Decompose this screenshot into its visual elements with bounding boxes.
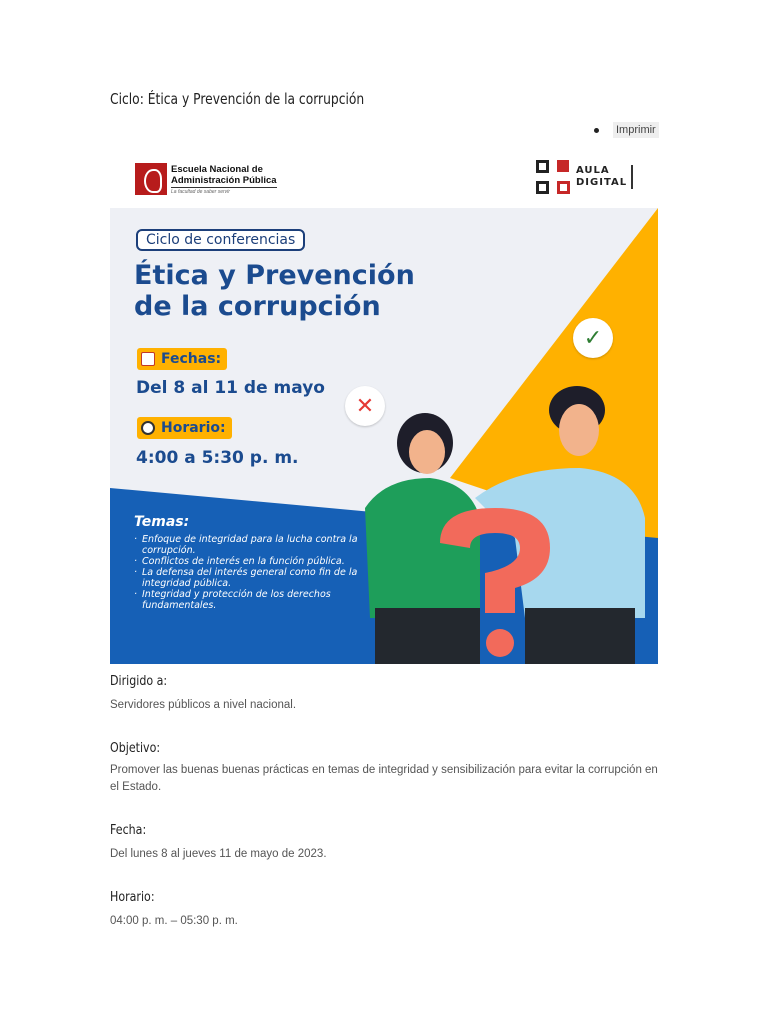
section-text: Promover las buenas buenas prácticas en temas de integridad y sensibilización para evitar la corrupción en el Estado. xyxy=(110,764,658,793)
section-text: 04:00 p. m. – 05:30 p. m. xyxy=(110,915,238,927)
topic-item: · Conflictos de interés en la función pública. xyxy=(134,556,366,567)
conference-pill: Ciclo de conferencias xyxy=(136,229,305,251)
topics-list xyxy=(134,534,366,611)
qr-icon xyxy=(536,160,570,194)
illustration-figures xyxy=(345,318,658,664)
topics-title: Temas: xyxy=(134,514,190,530)
aula-line2: DIGITAL xyxy=(576,177,628,188)
dates-value: Del 8 al 11 de mayo xyxy=(136,378,325,398)
section-date xyxy=(110,822,658,863)
section-schedule xyxy=(110,889,658,930)
section-title: Fecha: xyxy=(110,822,147,838)
headline-line1: Ética y Prevención xyxy=(134,260,415,291)
people-illustration xyxy=(345,318,658,664)
aula-digital-logo xyxy=(536,160,633,194)
question-dot xyxy=(486,629,514,657)
topic-item: · La defensa del interés general como fin de la integridad pública. xyxy=(134,567,366,589)
section-title: Dirigido a: xyxy=(110,673,168,689)
topics-block xyxy=(134,514,366,611)
section-objective xyxy=(110,740,658,796)
banner-body xyxy=(110,208,658,664)
section-text: Del lunes 8 al jueves 11 de mayo de 2023. xyxy=(110,848,327,860)
section-title: Objetivo: xyxy=(110,740,161,756)
section-title: Horario: xyxy=(110,889,155,905)
topic-item: · Integridad y protección de los derechos fundamentales. xyxy=(134,589,366,611)
section-text: Servidores públicos a nivel nacional. xyxy=(110,699,297,711)
time-label xyxy=(137,417,232,439)
enap-tagline: La facultad de saber servir xyxy=(171,187,277,195)
banner-headline xyxy=(134,260,415,322)
time-label-text: Horario: xyxy=(161,420,226,436)
enap-logo xyxy=(135,163,277,195)
topic-item: · Enfoque de integridad para la lucha contra la corrupción. xyxy=(134,534,366,556)
woman-face xyxy=(409,430,445,474)
woman-pants xyxy=(375,608,480,664)
clock-icon xyxy=(141,421,155,435)
woman-sweater xyxy=(365,478,480,618)
page-title: Ciclo: Ética y Prevención de la corrupción xyxy=(110,90,365,108)
print-list xyxy=(594,122,659,138)
enap-name-line1: Escuela Nacional de xyxy=(171,163,263,175)
calendar-icon xyxy=(141,352,155,366)
cross-icon: ✕ xyxy=(345,386,385,426)
event-banner xyxy=(110,147,658,664)
dates-label-text: Fechas: xyxy=(161,351,222,367)
aula-line1: AULA xyxy=(576,165,610,176)
section-audience xyxy=(110,673,658,714)
time-value: 4:00 a 5:30 p. m. xyxy=(136,448,299,468)
enap-emblem-icon xyxy=(135,163,167,195)
man-pants xyxy=(525,608,635,664)
headline-line2: de la corrupción xyxy=(134,291,381,322)
check-icon: ✓ xyxy=(573,318,613,358)
print-button[interactable]: Imprimir xyxy=(613,122,659,138)
enap-name-line2: Administración Pública xyxy=(171,174,277,186)
dates-label xyxy=(137,348,227,370)
bullet-icon xyxy=(594,128,599,133)
banner-header xyxy=(110,147,658,208)
man-face xyxy=(559,404,599,456)
